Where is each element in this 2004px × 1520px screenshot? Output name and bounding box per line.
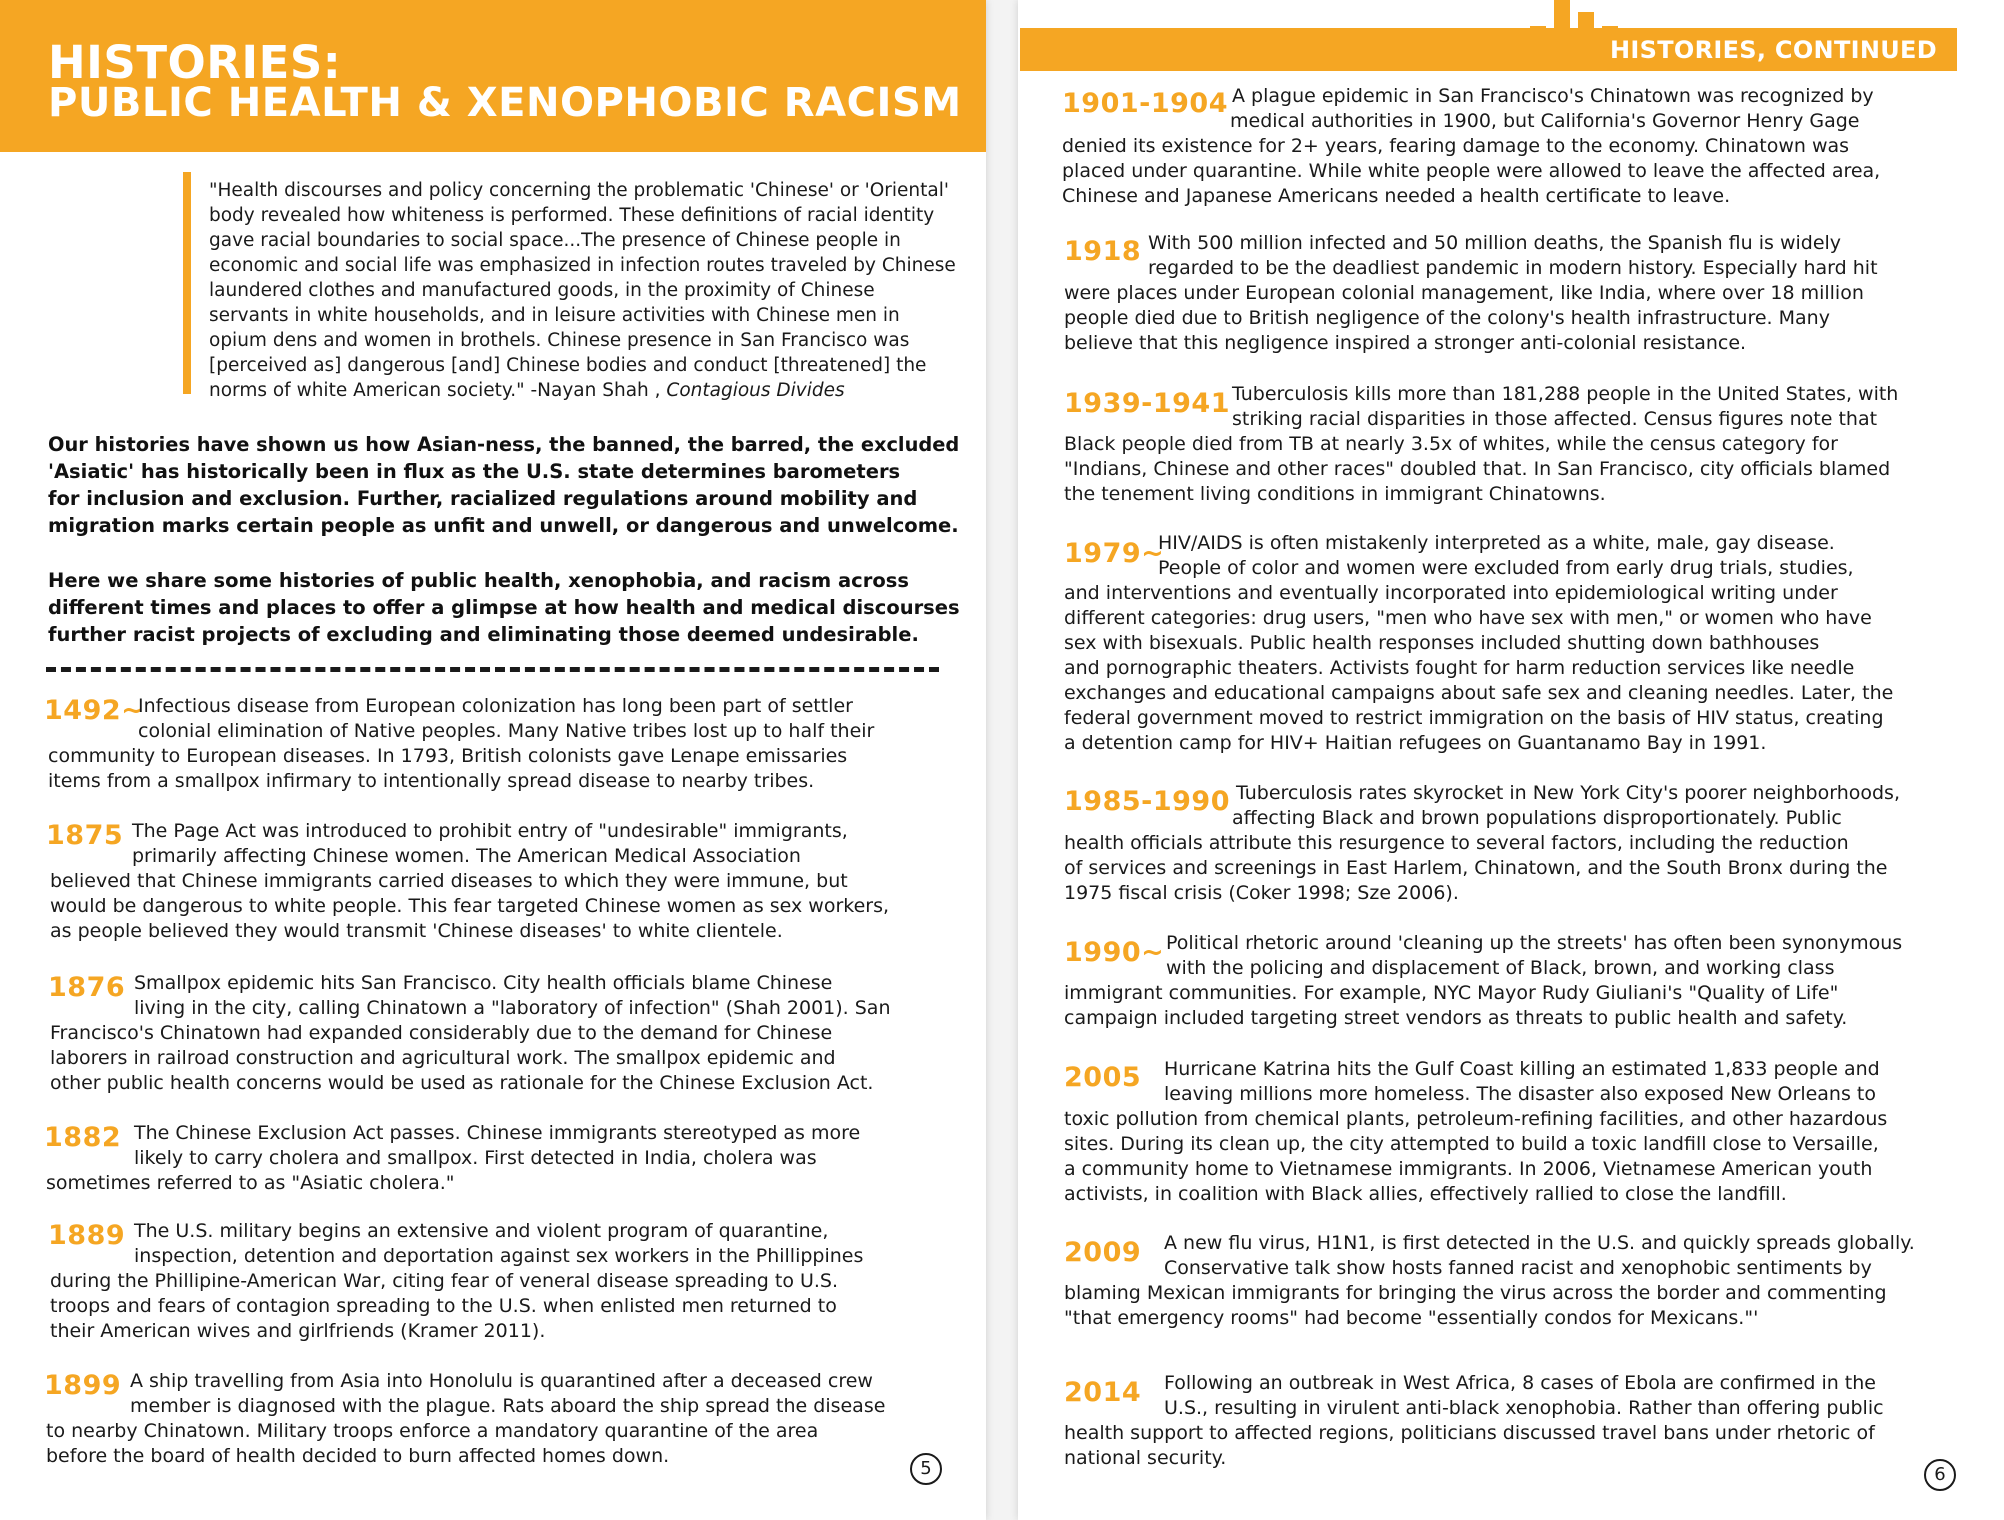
entry-line: Infectious disease from European colonization has long been part of settler bbox=[138, 695, 853, 717]
entry-line: during the Phillipine-American War, citing fear of veneral disease spreading to U.S. bbox=[50, 1270, 839, 1292]
bar-decoration bbox=[1530, 26, 1546, 64]
entry-line: Following an outbreak in West Africa, 8 cases of Ebola are confirmed in the bbox=[1164, 1372, 1876, 1394]
entry-line: activists, in coalition with Black allies, effectively rallied to close the landfill. bbox=[1064, 1183, 1787, 1205]
entry-year: 1901-1904 bbox=[1062, 88, 1228, 119]
dashed-divider bbox=[46, 667, 939, 672]
intro-line: Our histories have shown us how Asian-ness, the banned, the barred, the excluded bbox=[48, 433, 960, 456]
entry-year: 1990~ bbox=[1064, 937, 1165, 968]
entry-year: 1889 bbox=[48, 1220, 126, 1251]
entry-line: would be dangerous to white people. This fear targeted Chinese women as sex workers, bbox=[50, 895, 890, 917]
entry-line: 1975 fiscal crisis (Coker 1998; Sze 2006). bbox=[1064, 882, 1459, 904]
quote-line: "Health discourses and policy concerning the problematic 'Chinese' or 'Oriental' bbox=[209, 180, 949, 201]
entry-line: affecting Black and brown populations disproportionately. Public bbox=[1232, 807, 1842, 829]
entry-line: Chinese and Japanese Americans needed a health certificate to leave. bbox=[1062, 185, 1731, 207]
entry-line: to nearby Chinatown. Military troops enforce a mandatory quarantine of the area bbox=[46, 1420, 819, 1442]
entry-line: people died due to British negligence of the colony's health infrastructure. Many bbox=[1064, 307, 1830, 329]
entry-line: were places under European colonial management, like India, where over 18 million bbox=[1064, 282, 1864, 304]
entry-line: denied its existence for 2+ years, fearing damage to the economy. Chinatown was bbox=[1062, 135, 1850, 157]
entry-line: laborers in railroad construction and agricultural work. The smallpox epidemic and bbox=[50, 1047, 836, 1069]
entry-line: Hurricane Katrina hits the Gulf Coast killing an estimated 1,833 people and bbox=[1164, 1058, 1880, 1080]
page-title-line-2: PUBLIC HEALTH & XENOPHOBIC RACISM bbox=[48, 80, 962, 126]
quote-line: servants in white households, and in leisure activities with Chinese men in bbox=[209, 305, 900, 326]
entry-line: Political rhetoric around 'cleaning up the streets' has often been synonymous bbox=[1166, 932, 1903, 954]
entry-line: likely to carry cholera and smallpox. First detected in India, cholera was bbox=[134, 1147, 817, 1169]
entry-year: 1492~ bbox=[44, 695, 145, 726]
entry-line: living in the city, calling Chinatown a "laboratory of infection" (Shah 2001). San bbox=[134, 997, 891, 1019]
entry-line: different categories: drug users, "men who have sex with men," or women who have bbox=[1064, 607, 1872, 629]
entry-line: the tenement living conditions in immigrant Chinatowns. bbox=[1064, 483, 1606, 505]
entry-line: With 500 million infected and 50 million deaths, the Spanish flu is widely bbox=[1148, 232, 1842, 254]
entry-line: Black people died from TB at nearly 3.5x of whites, while the census category for bbox=[1064, 433, 1838, 455]
intro-line: migration marks certain people as unfit and unwell, or dangerous and unwelcome. bbox=[48, 514, 959, 537]
entry-line: leaving millions more homeless. The disaster also exposed New Orleans to bbox=[1164, 1083, 1876, 1105]
entry-line: Tuberculosis rates skyrocket in New York City's poorer neighborhoods, bbox=[1236, 782, 1900, 804]
entry-year: 2009 bbox=[1064, 1237, 1142, 1268]
quote-accent-bar bbox=[183, 172, 191, 394]
entry-line: HIV/AIDS is often mistakenly interpreted as a white, male, gay disease. bbox=[1158, 532, 1835, 554]
entry-line: national security. bbox=[1064, 1447, 1227, 1469]
intro-line: for inclusion and exclusion. Further, racialized regulations around mobility and bbox=[48, 487, 918, 510]
entry-line: Smallpox epidemic hits San Francisco. City health officials blame Chinese bbox=[134, 972, 833, 994]
entry-line: placed under quarantine. While white people were allowed to leave the affected area, bbox=[1062, 160, 1881, 182]
entry-line: striking racial disparities in those affected. Census figures note that bbox=[1232, 408, 1878, 430]
entry-line: colonial elimination of Native peoples. Many Native tribes lost up to half their bbox=[138, 720, 875, 742]
quote-line: gave racial boundaries to social space...The presence of Chinese people in bbox=[209, 230, 901, 251]
entry-line: primarily affecting Chinese women. The American Medical Association bbox=[132, 845, 801, 867]
entry-line: The U.S. military begins an extensive and violent program of quarantine, bbox=[134, 1220, 829, 1242]
entry-line: federal government moved to restrict immigration on the basis of HIV status, creating bbox=[1064, 707, 1884, 729]
entry-line: Conservative talk show hosts fanned racist and xenophobic sentiments by bbox=[1164, 1257, 1872, 1279]
entry-year: 1875 bbox=[46, 820, 124, 851]
entry-line: a community home to Vietnamese immigrants. In 2006, Vietnamese American youth bbox=[1064, 1158, 1873, 1180]
bar-decoration bbox=[1554, 0, 1570, 52]
entry-year: 1899 bbox=[44, 1370, 122, 1401]
entry-line: inspection, detention and deportation against sex workers in the Phillippines bbox=[134, 1245, 864, 1267]
entry-line: sex with bisexuals. Public health responses included shutting down bathhouses bbox=[1064, 632, 1820, 654]
intro-line: 'Asiatic' has historically been in flux as the U.S. state determines barometers bbox=[48, 460, 901, 483]
entry-line: and pornographic theaters. Activists fought for harm reduction services like needle bbox=[1064, 657, 1855, 679]
entry-line: their American wives and girlfriends (Kramer 2011). bbox=[50, 1320, 546, 1342]
entry-line: "Indians, Chinese and other races" doubled that. In San Francisco, city officials blamed bbox=[1064, 458, 1891, 480]
entry-line: community to European diseases. In 1793, British colonists gave Lenape emissaries bbox=[48, 745, 848, 767]
entry-line: believed that Chinese immigrants carried diseases to which they were immune, but bbox=[50, 870, 848, 892]
entry-line: Francisco's Chinatown had expanded considerably due to the demand for Chinese bbox=[50, 1022, 833, 1044]
quote-line: body revealed how whiteness is performed. These definitions of racial identity bbox=[209, 205, 935, 226]
quote-line: laundered clothes and manufactured goods, in the proximity of Chinese bbox=[209, 280, 875, 301]
entry-line: "that emergency rooms" had become "essentially condos for Mexicans."' bbox=[1064, 1307, 1759, 1329]
entry-year: 1979~ bbox=[1064, 538, 1165, 569]
entry-year: 1985-1990 bbox=[1064, 786, 1230, 817]
entry-line: A new flu virus, H1N1, is first detected in the U.S. and quickly spreads globally. bbox=[1164, 1232, 1915, 1254]
entry-line: A ship travelling from Asia into Honolulu is quarantined after a deceased crew bbox=[130, 1370, 873, 1392]
entry-line: health support to affected regions, politicians discussed travel bans under rhetoric of bbox=[1064, 1422, 1875, 1444]
entry-line: medical authorities in 1900, but California's Governor Henry Gage bbox=[1230, 110, 1860, 132]
entry-line: blaming Mexican immigrants for bringing the virus across the border and commenting bbox=[1064, 1282, 1887, 1304]
quote-line: [perceived as] dangerous [and] Chinese bodies and conduct [threatened] the bbox=[209, 355, 927, 376]
entry-year: 1882 bbox=[44, 1122, 122, 1153]
quote-line: opium dens and women in brothels. Chinese presence in San Francisco was bbox=[209, 330, 910, 351]
entry-line: regarded to be the deadliest pandemic in modern history. Especially hard hit bbox=[1148, 257, 1878, 279]
entry-line: immigrant communities. For example, NYC Mayor Rudy Giuliani's "Quality of Life" bbox=[1064, 982, 1839, 1004]
entry-line: other public health concerns would be used as rationale for the Chinese Exclusion Act. bbox=[50, 1072, 874, 1094]
entry-line: member is diagnosed with the plague. Rats aboard the ship spread the disease bbox=[130, 1395, 886, 1417]
quote-author: norms of white American society." -Nayan Shah , bbox=[209, 380, 667, 401]
page-number: 6 bbox=[1924, 1459, 1956, 1491]
entry-line: toxic pollution from chemical plants, petroleum-refining facilities, and other hazardous bbox=[1064, 1108, 1888, 1130]
entry-line: troops and fears of contagion spreading to the U.S. when enlisted men returned to bbox=[50, 1295, 837, 1317]
entry-line: items from a smallpox infirmary to intentionally spread disease to nearby tribes. bbox=[48, 770, 815, 792]
entry-year: 1876 bbox=[48, 972, 126, 1003]
entry-year: 1918 bbox=[1064, 236, 1142, 267]
entry-line: and interventions and eventually incorporated into epidemiological writing under bbox=[1064, 582, 1838, 604]
entry-line: U.S., resulting in virulent anti-black xenophobia. Rather than offering public bbox=[1164, 1397, 1884, 1419]
entry-line: People of color and women were excluded from early drug trials, studies, bbox=[1158, 557, 1854, 579]
entry-line: with the policing and displacement of Black, brown, and working class bbox=[1166, 957, 1835, 979]
quote-attribution bbox=[209, 378, 845, 403]
intro-line: Here we share some histories of public health, xenophobia, and racism across bbox=[48, 569, 909, 592]
entry-line: sometimes referred to as "Asiatic cholera." bbox=[46, 1172, 455, 1194]
entry-line: sites. During its clean up, the city attempted to build a toxic landfill close to Versaille, bbox=[1064, 1133, 1879, 1155]
bar-decoration bbox=[1578, 12, 1594, 64]
entry-line: The Page Act was introduced to prohibit entry of "undesirable" immigrants, bbox=[132, 820, 848, 842]
entry-line: exchanges and educational campaigns about safe sex and cleaning needles. Later, the bbox=[1064, 682, 1894, 704]
page-number: 5 bbox=[910, 1453, 942, 1485]
entry-line: as people believed they would transmit 'Chinese diseases' to white clientele. bbox=[50, 920, 783, 942]
left-page bbox=[0, 0, 986, 1520]
intro-line: different times and places to offer a glimpse at how health and medical discourses bbox=[48, 596, 960, 619]
entry-line: believe that this negligence inspired a stronger anti-colonial resistance. bbox=[1064, 332, 1747, 354]
entry-year: 2014 bbox=[1064, 1377, 1142, 1408]
quote-line: economic and social life was emphasized in infection routes traveled by Chinese bbox=[209, 255, 956, 276]
intro-line: further racist projects of excluding and eliminating those deemed undesirable. bbox=[48, 623, 919, 646]
entry-line: Tuberculosis kills more than 181,288 people in the United States, with bbox=[1232, 383, 1899, 405]
quote-source-title: Contagious Divides bbox=[666, 380, 845, 401]
entry-line: A plague epidemic in San Francisco's Chinatown was recognized by bbox=[1232, 85, 1874, 107]
entry-line: a detention camp for HIV+ Haitian refugees on Guantanamo Bay in 1991. bbox=[1064, 732, 1767, 754]
entry-year: 2005 bbox=[1064, 1062, 1142, 1093]
entry-year: 1939-1941 bbox=[1064, 388, 1230, 419]
entry-line: before the board of health decided to burn affected homes down. bbox=[46, 1445, 670, 1467]
entry-line: campaign included targeting street vendors as threats to public health and safety. bbox=[1064, 1007, 1848, 1029]
entry-line: health officials attribute this resurgence to several factors, including the reduction bbox=[1064, 832, 1849, 854]
title-banner bbox=[0, 0, 986, 152]
page-title-line-1: HISTORIES: bbox=[48, 36, 342, 89]
entry-line: The Chinese Exclusion Act passes. Chinese immigrants stereotyped as more bbox=[134, 1122, 861, 1144]
entry-line: of services and screenings in East Harlem, Chinatown, and the South Bronx during the bbox=[1064, 857, 1888, 879]
continued-title: HISTORIES, CONTINUED bbox=[1610, 36, 1937, 64]
